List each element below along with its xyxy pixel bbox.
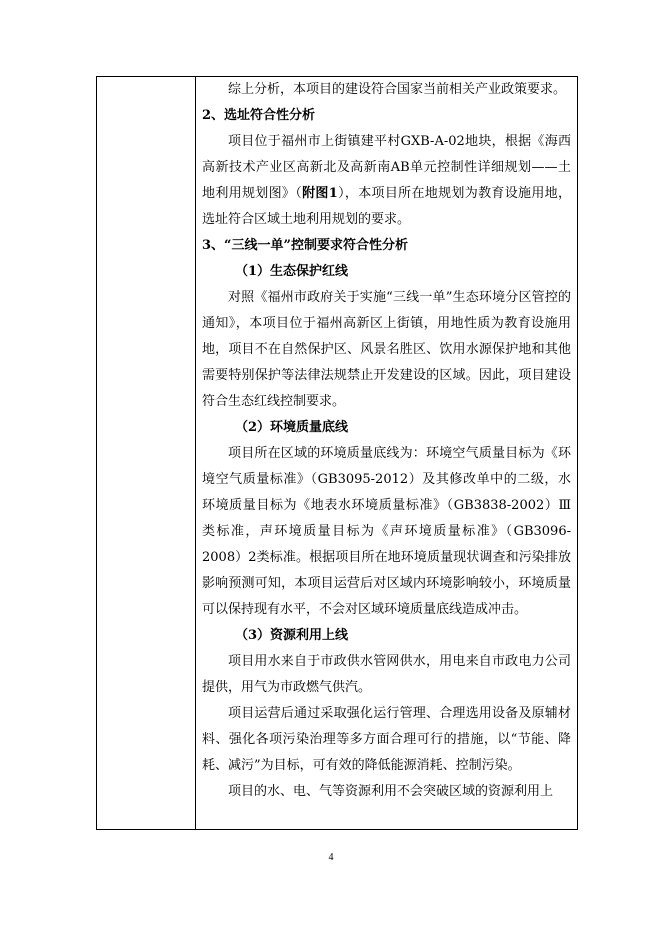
column-divider [195, 77, 196, 829]
subheading-ecological-redline: （1）生态保护红线 [235, 264, 349, 279]
heading-three-lines: 3、“三线一单”控制要求符合性分析 [202, 238, 409, 253]
paragraph-resource-limit: 项目的水、电、气等资源利用不会突破区域的资源利用上 [228, 784, 554, 799]
subheading-resource-limit: （3）资源利用上线 [235, 628, 349, 643]
paragraph-resource-supply: 项目用水来自于市政供水管网供水，用电来自市政电力公司提供，用气为市政燃气供汽。 [202, 654, 571, 695]
paragraph-site-selection [202, 129, 571, 233]
page-number: 4 [328, 852, 334, 863]
paragraph-ecological-redline: 对照《福州市政府关于实施“三线一单”生态环境分区管控的通知》，本项目位于福州高新区上街镇，用地性质为教育设施用地，项目不在自然保护区、风景名胜区、饮用水源保护地和其他需要特别保护等法律法规禁止开发建设的区域。因此，项目建设符合生态红线控制要求。 [202, 290, 571, 409]
table-cell-content [202, 77, 571, 805]
text-segment: 项目位于福州市上街镇建平村GXB-A-02地块，根据《海西高新技术产业区高新北及高新南AB单元控制性详细规划——土地利用规划图》（ [202, 134, 571, 201]
text-segment: ），本项目所在地规划为教育设施用地，选址符合区域土地利用规划的要求。 [202, 186, 571, 227]
paragraph-environment-quality: 项目所在区域的环境质量底线为：环境空气质量目标为《环境空气质量标准》（GB3095-2012）及其修改单中的二级，水环境质量目标为《地表水环境质量标准》（GB3838-2002）Ⅲ类标准，声环境质量目标为《声环境质量标准》（GB3096-2008）2类标准。根据项目所在地环境质量现状调查和污染排放影响预测可知，本项目运营后对区域内环境影响较小，环境质量可以保持现有水平，不会对区域环境质量底线造成冲击。 [202, 446, 571, 617]
paragraph-conclusion: 综上分析，本项目的建设符合国家当前相关产业政策要求。 [228, 82, 567, 97]
content-table [96, 76, 578, 830]
subheading-environment-quality: （2）环境质量底线 [235, 420, 349, 435]
heading-site-selection: 2、选址符合性分析 [202, 108, 316, 123]
paragraph-resource-measures: 项目运营后通过采取强化运行管理、合理选用设备及原辅材料、强化各项污染治理等多方面合理可行的措施，以“节能、降耗、减污”为目标，可有效的降低能源消耗、控制污染。 [202, 706, 571, 773]
appendix-reference: 附图1 [302, 186, 338, 201]
